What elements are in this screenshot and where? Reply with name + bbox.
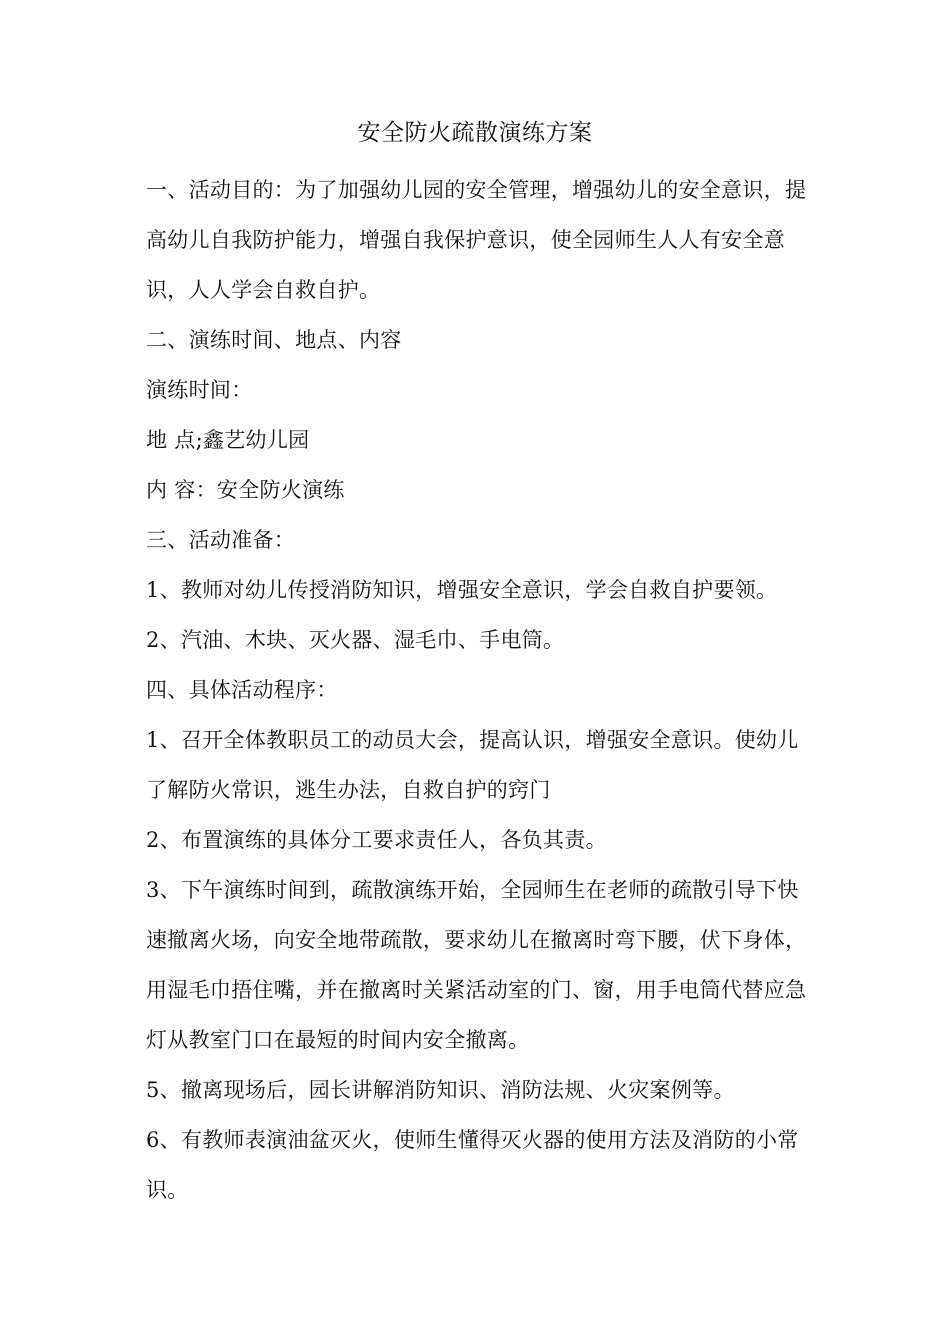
paragraph-prep-item-1: 1、教师对幼儿传授消防知识，增强安全意识，学会自救自护要领。	[146, 578, 778, 602]
paragraph-procedure-item-1: 1、召开全体教职员工的动员大会，提高认识，增强安全意识。使幼儿了解防火常识，逃生办法，自救自护的窍门	[146, 728, 799, 802]
document-body	[146, 165, 816, 1215]
paragraph-prep-item-2: 2、汽油、木块、灭火器、湿毛巾、手电筒。	[146, 628, 565, 652]
paragraph-drill-time: 演练时间：	[146, 378, 253, 402]
paragraph-section-two-heading: 二、演练时间、地点、内容	[146, 328, 402, 352]
paragraph-procedure-item-3: 3、下午演练时间到，疏散演练开始，全园师生在老师的疏散引导下快速撤离火场，向安全地带疏散，要求幼儿在撤离时弯下腰，伏下身体，用湿毛巾捂住嘴，并在撤离时关紧活动室的门、窗，用手电筒代替应急灯从教室门口在最短的时间内安全撤离。	[146, 878, 807, 1052]
paragraph-section-four-heading: 四、具体活动程序：	[146, 678, 338, 702]
paragraph-procedure-item-2: 2、布置演练的具体分工要求责任人，各负其责。	[146, 828, 607, 852]
paragraph-procedure-item-6: 6、有教师表演油盆灭火，使师生懂得灭火器的使用方法及消防的小常识。	[146, 1128, 799, 1202]
document-title: 安全防火疏散演练方案	[357, 120, 593, 146]
paragraph-section-three-heading: 三、活动准备：	[146, 528, 296, 552]
paragraph-location: 地 点;鑫艺幼儿园	[146, 428, 310, 452]
paragraph-content: 内 容：安全防火演练	[146, 478, 345, 502]
paragraph-purpose: 一、活动目的：为了加强幼儿园的安全管理，增强幼儿的安全意识，提高幼儿自我防护能力，增强自我保护意识，使全园师生人人有安全意识，人人学会自救自护。	[146, 178, 807, 302]
paragraph-procedure-item-5: 5、撤离现场后，园长讲解消防知识、消防法规、火灾案例等。	[146, 1078, 735, 1102]
